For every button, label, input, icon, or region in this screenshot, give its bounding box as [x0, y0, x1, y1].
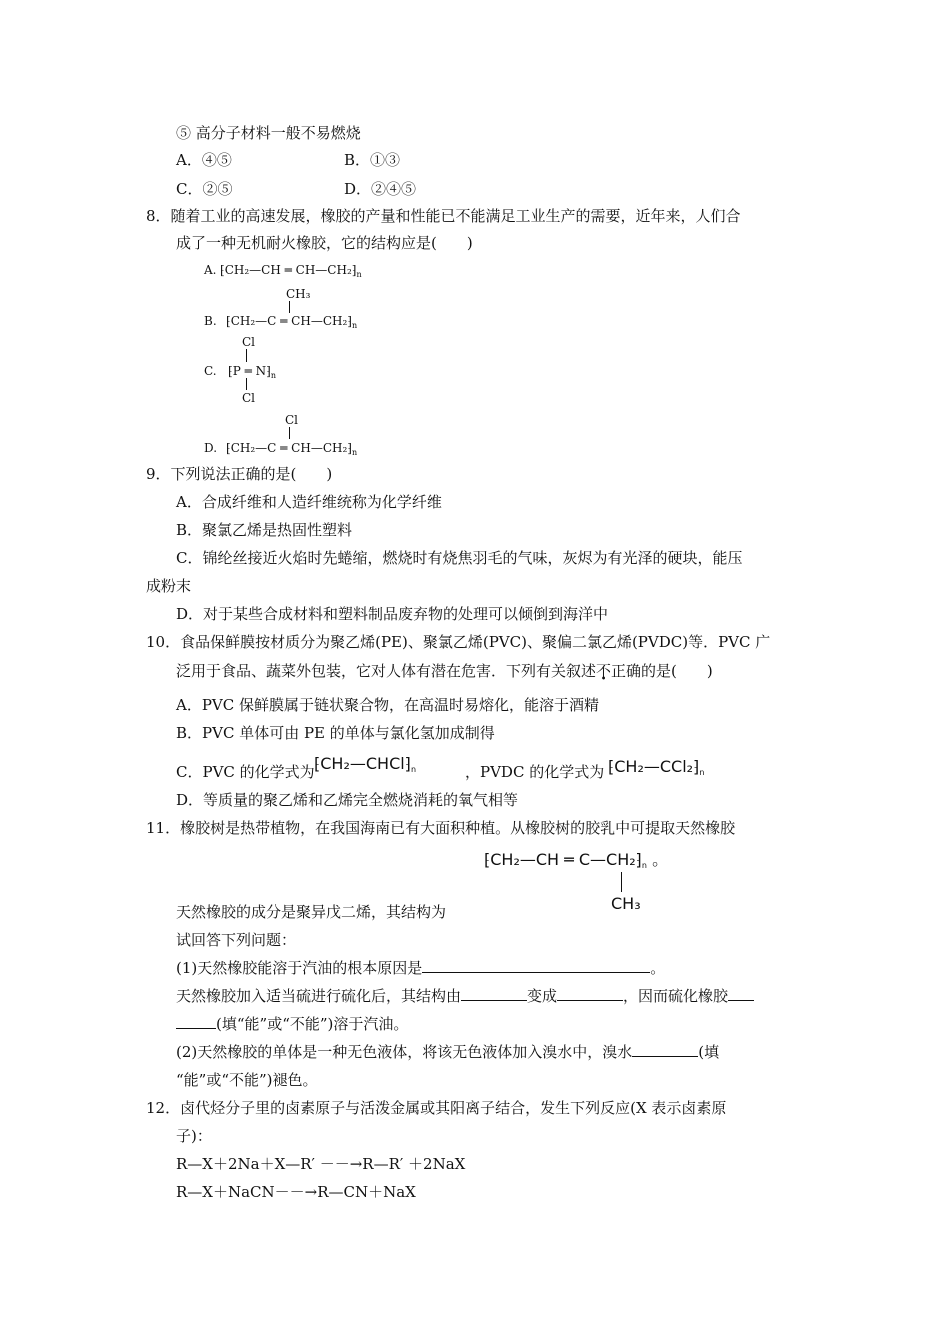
q11-answer-blank-4a[interactable] — [728, 1000, 754, 1001]
q8-b-n: n — [351, 321, 358, 330]
q8-a-chain: CH₂—CH ═ CH—CH₂ — [224, 263, 352, 277]
q11-methyl: CH₃ — [611, 894, 641, 913]
q11-methyl-bond — [621, 872, 622, 892]
q8-d-chain: CH₂—C ═ CH—CH₂ — [230, 441, 348, 455]
q8-c-bond-bottom — [246, 378, 247, 390]
q8-a-label: A. — [204, 263, 217, 277]
q10-option-b: B．PVC 单体可由 PE 的单体与氯化氢加成制得 — [176, 724, 495, 742]
q12-stem-line1: 12．卤代烃分子里的卤素原子与活泼金属或其阳离子结合，发生下列反应(X 表示卤素原 — [146, 1099, 727, 1117]
q11-part2-line2: “能”或“不能”)褪色。 — [176, 1071, 318, 1089]
q8-c-label: C. — [204, 364, 217, 378]
q11-answer-blank-5[interactable] — [632, 1056, 698, 1057]
q11-rubber-n: n — [641, 861, 647, 870]
q10-option-c-text2: ，PVDC 的化学式为 — [465, 763, 605, 781]
q11-part1-line1 — [176, 958, 665, 978]
q11-answer-blank-4b[interactable] — [176, 1028, 216, 1029]
q11-structure-intro: 天然橡胶的成分是聚异戊二烯，其结构为 — [176, 903, 447, 921]
q8-stem-line2: 成了一种无机耐火橡胶，它的结构应是( ) — [176, 234, 473, 252]
q10-option-c-pvdc-formula: ⁅CH₂—CCl₂⁆n — [608, 757, 705, 777]
q8-d-substituent: Cl — [285, 413, 299, 427]
q10-stem-line2 — [176, 661, 713, 681]
q9-option-d: D．对于某些合成材料和塑料制品废弃物的处理可以倾倒到海洋中 — [176, 605, 609, 623]
q11-part1-line2 — [176, 986, 754, 1006]
q10-option-c-pvc-formula: ⁅CH₂—CHCl⁆n — [314, 754, 417, 774]
q10-stem-tail: 正确的是( ) — [611, 662, 713, 680]
q10-pvdc-n: n — [699, 768, 705, 777]
q12-reaction-2: R—X＋NaCN－－→R—CN＋NaX — [176, 1183, 416, 1201]
q8-b-formula: ⁅CH₂—C ═ $CH—CH_2⁆_n$ — [226, 314, 358, 330]
q8-d-label: D. — [204, 441, 218, 455]
q8-c-bond-top — [246, 349, 247, 362]
q9-option-c-line2: 成粉末 — [146, 577, 192, 595]
q8-d-bond — [289, 427, 290, 439]
q8-a-formula: ⁅CH₂—CH ═ $CH—CH_2⁆_n$ — [220, 263, 362, 279]
q7-item-5: ⑤ 高分子材料一般不易燃烧 — [176, 124, 361, 142]
q9-option-b: B．聚氯乙烯是热固性塑料 — [176, 521, 353, 539]
q11-part1-text4: ，因而硫化橡胶 — [623, 987, 729, 1005]
q8-stem-line1: 8．随着工业的高速发展，橡胶的产量和性能已不能满足工业生产的需要，近年来，人们合 — [146, 207, 741, 225]
q11-part1-text3: 变成 — [527, 987, 558, 1005]
q11-part1-line3 — [176, 1014, 408, 1034]
q8-b-label: B. — [204, 314, 217, 328]
q9-stem: 9．下列说法正确的是( ) — [146, 465, 333, 483]
q7-option-c: C．②⑤ — [176, 180, 233, 198]
q7-option-d: D．②④⑤ — [344, 180, 417, 198]
q8-b-substituent: CH₃ — [286, 287, 311, 301]
q11-part1-text: (1)天然橡胶能溶于汽油的根本原因是 — [176, 959, 423, 977]
q8-d-n: n — [351, 448, 358, 457]
q8-c-formula: ⁅P ═ $N⁆_n$ — [228, 364, 276, 380]
q11-part2-text2: (填 — [698, 1043, 720, 1061]
q12-stem-line2: 子)： — [176, 1127, 212, 1145]
q10-emphasis-not: 不 — [596, 662, 612, 680]
q8-a-n: n — [356, 270, 362, 279]
q11-rubber-period: 。 — [652, 850, 669, 869]
q7-option-a: A．④⑤ — [176, 151, 232, 169]
q7-option-b: B．①③ — [344, 151, 401, 169]
q10-stem-text: 泛用于食品、蔬菜外包装，它对人体有潜在危害．下列有关叙述 — [176, 662, 597, 680]
q8-c-chain: P ═ N — [232, 364, 267, 378]
q11-rubber-chain: CH₂—CH ═ C—CH₂ — [490, 850, 636, 869]
q11-answer-blank-1[interactable] — [422, 972, 650, 973]
q9-option-a: A．合成纤维和人造纤维统称为化学纤维 — [176, 493, 442, 511]
q11-rubber-formula: ⁅CH₂—CH ═ C—CH₂⁆n 。 — [484, 850, 669, 870]
q8-d-formula: ⁅CH₂—C ═ $CH—CH_2⁆_n$ — [226, 441, 358, 457]
q8-c-top-substituent: Cl — [242, 335, 256, 349]
q10-option-d: D．等质量的聚乙烯和乙烯完全燃烧消耗的氧气相等 — [176, 791, 519, 809]
q11-part2-text: (2)天然橡胶的单体是一种无色液体，将该无色液体加入溴水中，溴水 — [176, 1043, 633, 1061]
q11-part1-text5: (填“能”或“不能”)溶于汽油。 — [216, 1015, 409, 1033]
q11-instruction: 试回答下列问题： — [176, 931, 297, 949]
q8-c-n: n — [270, 371, 276, 380]
q11-part2-line1 — [176, 1042, 719, 1062]
q11-part1-text2: 天然橡胶加入适当硫进行硫化后，其结构由 — [176, 987, 462, 1005]
q9-option-c-line1: C．锦纶丝接近火焰时先蜷缩，燃烧时有烧焦羽毛的气味，灰烬为有光泽的硬块，能压 — [176, 549, 743, 567]
q10-pvc-n: n — [410, 765, 417, 774]
q11-part1-period: 。 — [650, 959, 666, 977]
q8-c-bottom-substituent: Cl — [242, 391, 256, 405]
q8-b-chain: CH₂—C ═ CH—CH₂ — [230, 314, 348, 328]
q11-answer-blank-2[interactable] — [461, 1000, 527, 1001]
q12-reaction-1: R—X＋2Na＋X—R′ －－→R—R′ ＋2NaX — [176, 1155, 466, 1173]
q11-stem-line1: 11．橡胶树是热带植物，在我国海南已有大面积种植。从橡胶树的胶乳中可提取天然橡胶 — [146, 819, 736, 837]
q10-option-c-text: C．PVC 的化学式为 — [176, 763, 315, 781]
q10-pvc-chain: CH₂—CHCl — [320, 754, 405, 773]
q8-b-bond — [289, 301, 290, 313]
q10-pvdc-chain: CH₂—CCl₂ — [614, 757, 694, 776]
q10-stem-line1: 10．食品保鲜膜按材质分为聚乙烯(PE)、聚氯乙烯(PVC)、聚偏二氯乙烯(PVDC)等．PVC 广 — [146, 633, 771, 651]
q10-option-a: A．PVC 保鲜膜属于链状聚合物，在高温时易熔化，能溶于酒精 — [176, 696, 600, 714]
q11-answer-blank-3[interactable] — [557, 1000, 623, 1001]
